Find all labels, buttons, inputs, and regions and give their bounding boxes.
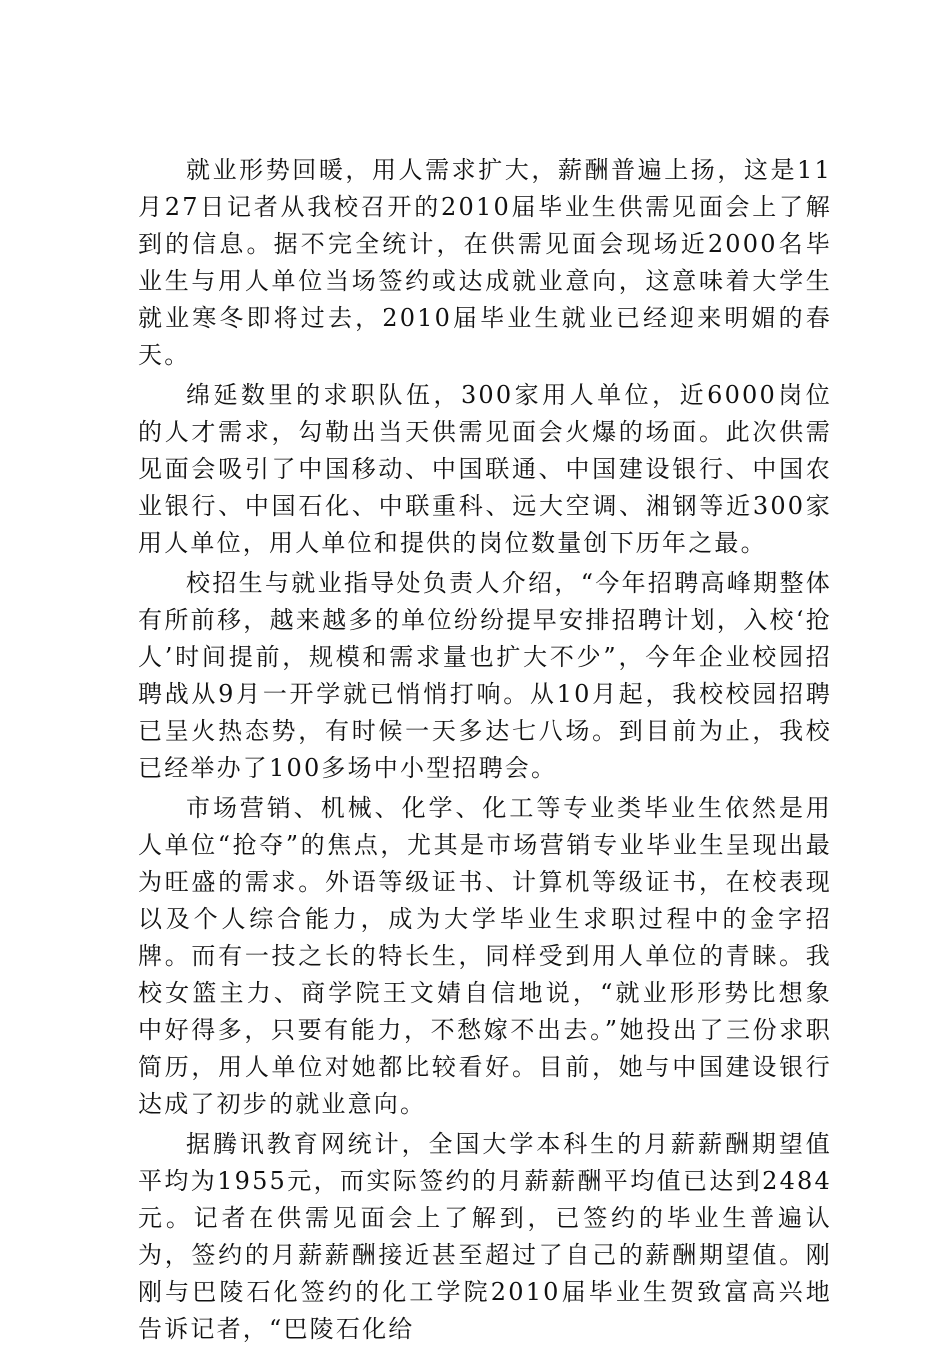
paragraph-salary-statistics: 据腾讯教育网统计，全国大学本科生的月薪薪酬期望值平均为1955元，而实际签约的月薪薪酬平均值已达到2484元。记者在供需见面会上了解到，已签约的毕业生普遍认为，签约的月薪薪酬接近甚至超过了自己的薪酬期望值。刚刚与巴陵石化签约的化工学院2010届毕业生贺致富高兴地告诉记者，“巴陵石化给 <box>138 1130 832 1343</box>
article-body <box>138 152 832 1351</box>
paragraph-job-fair-scale: 绵延数里的求职队伍，300家用人单位，近6000岗位的人才需求，勾勒出当天供需见面会火爆的场面。此次供需见面会吸引了中国移动、中国联通、中国建设银行、中国农业银行、中国石化、中联重科、远大空调、湘钢等近300家用人单位，用人单位和提供的岗位数量创下历年之最。 <box>138 381 832 557</box>
paragraph-employment-recovery: 就业形势回暖，用人需求扩大，薪酬普遍上扬，这是11月27日记者从我校召开的2010届毕业生供需见面会上了解到的信息。据不完全统计，在供需见面会现场近2000名毕业生与用人单位当场签约或达成就业意向，这意味着大学生就业寒冬即将过去，2010届毕业生就业已经迎来明媚的春天。 <box>138 156 832 369</box>
paragraph-recruitment-timing: 校招生与就业指导处负责人介绍，“今年招聘高峰期整体有所前移，越来越多的单位纷纷提早安排招聘计划，入校‘抢人’时间提前，规模和需求量也扩大不少”，今年企业校园招聘战从9月一开学就已悄悄打响。从10月起，我校校园招聘已呈火热态势，有时候一天多达七八场。到目前为止，我校已经举办了100多场中小型招聘会。 <box>138 569 832 782</box>
paragraph-popular-majors: 市场营销、机械、化学、化工等专业类毕业生依然是用人单位“抢夺”的焦点，尤其是市场营销专业毕业生呈现出最为旺盛的需求。外语等级证书、计算机等级证书，在校表现以及个人综合能力，成为大学毕业生求职过程中的金字招牌。而有一技之长的特长生，同样受到用人单位的青睐。我校女篮主力、商学院王文婧自信地说，“就业形形势比想象中好得多，只要有能力，不愁嫁不出去。”她投出了三份求职简历，用人单位对她都比较看好。目前，她与中国建设银行达成了初步的就业意向。 <box>138 794 832 1118</box>
